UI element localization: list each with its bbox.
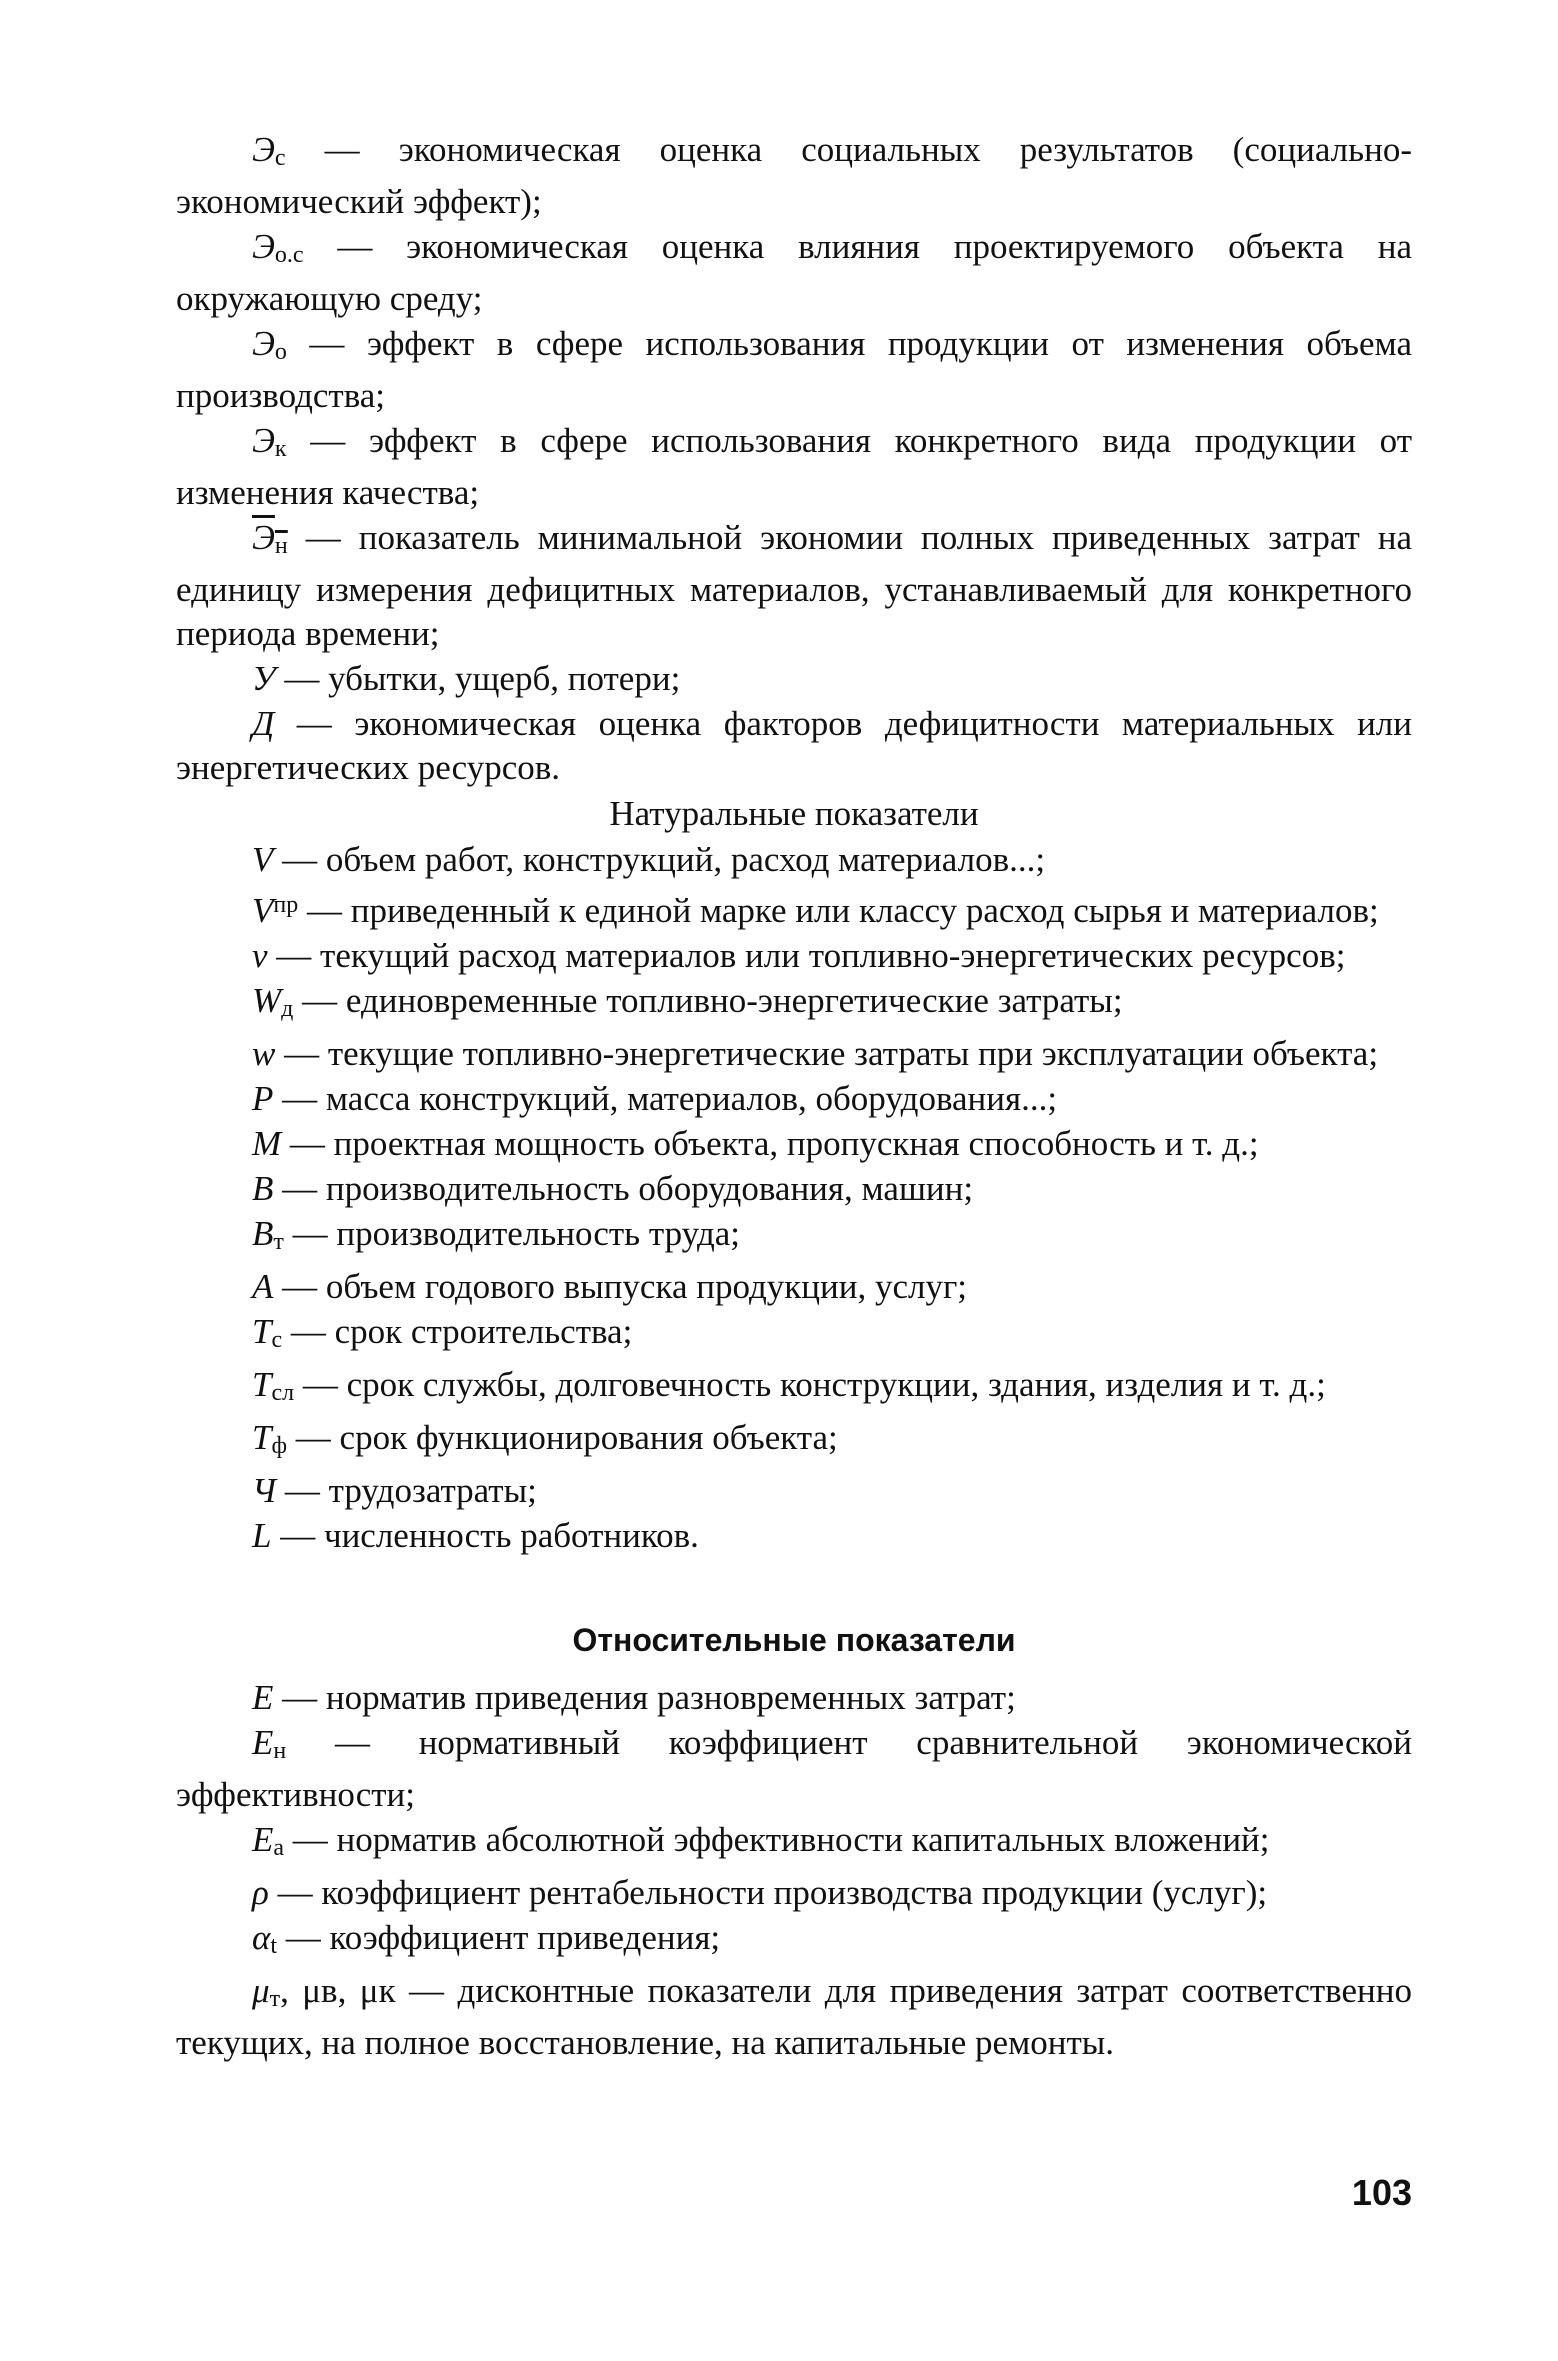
definition-text: — экономическая оценка факторов дефицитности материальных или энергетических ресурсов.	[176, 704, 1412, 787]
document-page	[176, 128, 1412, 2066]
symbol-letter: Э	[252, 227, 275, 266]
symbol	[252, 1471, 276, 1510]
definition-text: — единовременные топливно-энергетические затраты;	[293, 981, 1123, 1020]
definition-text: — эффект в сфере использования конкретного вида продукции от изменения качества;	[176, 421, 1412, 512]
symbol-subscript: т	[273, 1229, 284, 1255]
definition-entry	[176, 883, 1412, 933]
definition-text: — экономическая оценка влияния проектируемого объекта на окружающую среду;	[176, 227, 1412, 318]
symbol-superscript: пр	[273, 892, 299, 918]
definition-text: — масса конструкций, материалов, оборудования...;	[273, 1079, 1058, 1118]
symbol	[252, 840, 273, 879]
symbol	[252, 1312, 282, 1351]
definition-text: — срок функционирования объекта;	[287, 1418, 838, 1457]
symbol-letter: V	[252, 840, 274, 879]
symbol-letter: Э	[252, 518, 275, 557]
symbol	[252, 1873, 269, 1912]
symbol-subscript: с	[274, 145, 286, 171]
definition-entry	[176, 702, 1412, 790]
symbol	[252, 1723, 286, 1762]
symbol	[252, 1079, 273, 1118]
definition-entry	[176, 1721, 1412, 1817]
definition-entry	[176, 1514, 1412, 1558]
definition-text: — норматив абсолютной эффективности капитальных вложений;	[284, 1820, 1270, 1859]
symbol-letter: ρ	[252, 1873, 269, 1912]
definition-entry	[176, 128, 1412, 224]
symbol-subscript: к	[274, 436, 287, 462]
symbol	[252, 981, 293, 1020]
symbol-letter: А	[252, 1267, 274, 1306]
symbol-letter: Э	[252, 130, 275, 169]
symbol-subscript: t	[270, 1933, 278, 1959]
symbol-letter: В	[252, 1214, 274, 1253]
definition-entry	[176, 1916, 1412, 1968]
definition-entry	[176, 1032, 1412, 1076]
symbol	[252, 1971, 280, 2010]
definition-text: — показатель минимальной экономии полных приведенных затрат на единицу измерения дефицитных материалов, устанавливаемый для конкретного периода времени;	[176, 518, 1412, 653]
symbol	[252, 324, 287, 363]
economic-indicators-list	[176, 128, 1412, 790]
symbol	[252, 227, 304, 266]
symbol-letter: w	[252, 1034, 276, 1073]
definition-text: — производительность оборудования, машин;	[273, 1169, 974, 1208]
symbol	[252, 518, 288, 557]
definition-text: — текущий расход материалов или топливно-энергетических ресурсов;	[267, 936, 1346, 975]
symbol-letter: Т	[252, 1418, 272, 1457]
symbol-subscript: а	[273, 1835, 285, 1861]
symbol	[252, 1124, 281, 1163]
definition-text: — численность работников.	[271, 1516, 699, 1555]
symbol-letter: Э	[252, 324, 275, 363]
definition-entry	[176, 657, 1412, 701]
symbol-letter: v	[252, 936, 268, 975]
definition-text: — приведенный к единой марке или классу расход сырья и материалов;	[298, 891, 1379, 930]
symbol-letter: М	[252, 1124, 282, 1163]
relative-indicators-heading: Относительные показатели	[572, 1622, 1016, 1658]
definition-entry	[176, 1469, 1412, 1513]
symbol	[252, 659, 276, 698]
symbol-subscript: н	[273, 1738, 287, 1764]
symbol-subscript: ф	[271, 1433, 288, 1459]
symbol-subscript: о	[274, 339, 287, 365]
symbol	[252, 1034, 275, 1073]
definition-entry	[176, 838, 1412, 882]
definition-entry	[176, 1363, 1412, 1415]
definition-entry	[176, 1871, 1412, 1915]
definition-text: , μв, μк — дисконтные показатели для приведения затрат соответственно текущих, на полное восстановление, на капитальные ремонты.	[176, 1971, 1412, 2062]
definition-entry	[176, 1077, 1412, 1121]
definition-text: — норматив приведения разновременных затрат;	[273, 1678, 1016, 1717]
definition-entry	[176, 1676, 1412, 1720]
definition-entry	[176, 516, 1412, 656]
symbol-letter: В	[252, 1169, 274, 1208]
relative-indicators-list	[176, 1676, 1412, 2065]
page-number: 103	[1351, 2172, 1412, 2213]
symbol-subscript: с	[271, 1327, 283, 1353]
definition-entry	[176, 979, 1412, 1031]
definition-text: — срок службы, долговечность конструкции, здания, изделия и т. д.;	[294, 1365, 1326, 1404]
definition-text: — объем годового выпуска продукции, услуг;	[273, 1267, 968, 1306]
symbol-letter: Э	[252, 421, 275, 460]
definition-text: — проектная мощность объекта, пропускная способность и т. д.;	[281, 1124, 1259, 1163]
definition-text: — объем работ, конструкций, расход материалов...;	[273, 840, 1046, 879]
symbol	[252, 704, 274, 743]
definition-entry	[176, 419, 1412, 515]
symbol-letter: μ	[252, 1971, 270, 2010]
symbol-letter: Ч	[252, 1471, 277, 1510]
symbol	[252, 1267, 273, 1306]
definition-entry	[176, 1310, 1412, 1362]
symbol-letter: Т	[252, 1312, 272, 1351]
symbol-letter: W	[252, 981, 282, 1020]
symbol	[252, 936, 268, 975]
symbol	[252, 1418, 287, 1457]
natural-indicators-heading: Натуральные показатели	[609, 794, 979, 833]
definition-entry	[176, 1122, 1412, 1166]
symbol	[252, 1678, 273, 1717]
symbol	[252, 421, 287, 460]
symbol-subscript: о.с	[274, 242, 304, 268]
definition-text: — убытки, ущерб, потери;	[275, 659, 681, 698]
symbol-letter: Е	[252, 1820, 274, 1859]
symbol-letter: У	[252, 659, 276, 698]
definition-entry	[176, 225, 1412, 321]
definition-text: — коэффициент приведения;	[277, 1918, 721, 1957]
symbol	[252, 891, 298, 930]
symbol-letter: Е	[252, 1678, 274, 1717]
natural-indicators-list	[176, 838, 1412, 1558]
symbol	[252, 1169, 273, 1208]
symbol	[252, 1516, 271, 1555]
definition-text: — коэффициент рентабельности производства продукции (услуг);	[268, 1873, 1268, 1912]
definition-text: — экономическая оценка социальных результатов (социально-экономический эффект);	[176, 130, 1412, 221]
definition-text: — текущие топливно-энергетические затраты при эксплуатации объекта;	[275, 1034, 1379, 1073]
symbol-subscript: сл	[271, 1380, 295, 1406]
symbol-letter: Д	[252, 704, 275, 743]
symbol-letter: P	[252, 1079, 274, 1118]
definition-entry	[176, 1167, 1412, 1211]
definition-entry	[176, 1818, 1412, 1870]
definition-entry	[176, 934, 1412, 978]
symbol	[252, 1820, 284, 1859]
definition-entry	[176, 1969, 1412, 2065]
definition-text: — трудозатраты;	[276, 1471, 537, 1510]
symbol-letter: Е	[252, 1723, 274, 1762]
definition-text: — срок строительства;	[282, 1312, 633, 1351]
symbol-letter: L	[252, 1516, 272, 1555]
symbol-subscript: т	[269, 1986, 281, 2012]
symbol-subscript: н	[274, 533, 288, 559]
symbol	[252, 1214, 284, 1253]
symbol-letter: V	[252, 891, 274, 930]
symbol	[252, 1918, 277, 1957]
symbol-letter: Т	[252, 1365, 272, 1404]
symbol-subscript: д	[281, 996, 294, 1022]
symbol	[252, 1365, 294, 1404]
definition-entry	[176, 322, 1412, 418]
definition-text: — нормативный коэффициент сравнительной экономической эффективности;	[176, 1723, 1412, 1814]
definition-text: — производительность труда;	[283, 1214, 741, 1253]
definition-entry	[176, 1212, 1412, 1264]
symbol-letter: α	[252, 1918, 271, 1957]
symbol	[252, 130, 286, 169]
definition-entry	[176, 1416, 1412, 1468]
definition-text: — эффект в сфере использования продукции от изменения объема производства;	[176, 324, 1412, 415]
definition-entry	[176, 1265, 1412, 1309]
